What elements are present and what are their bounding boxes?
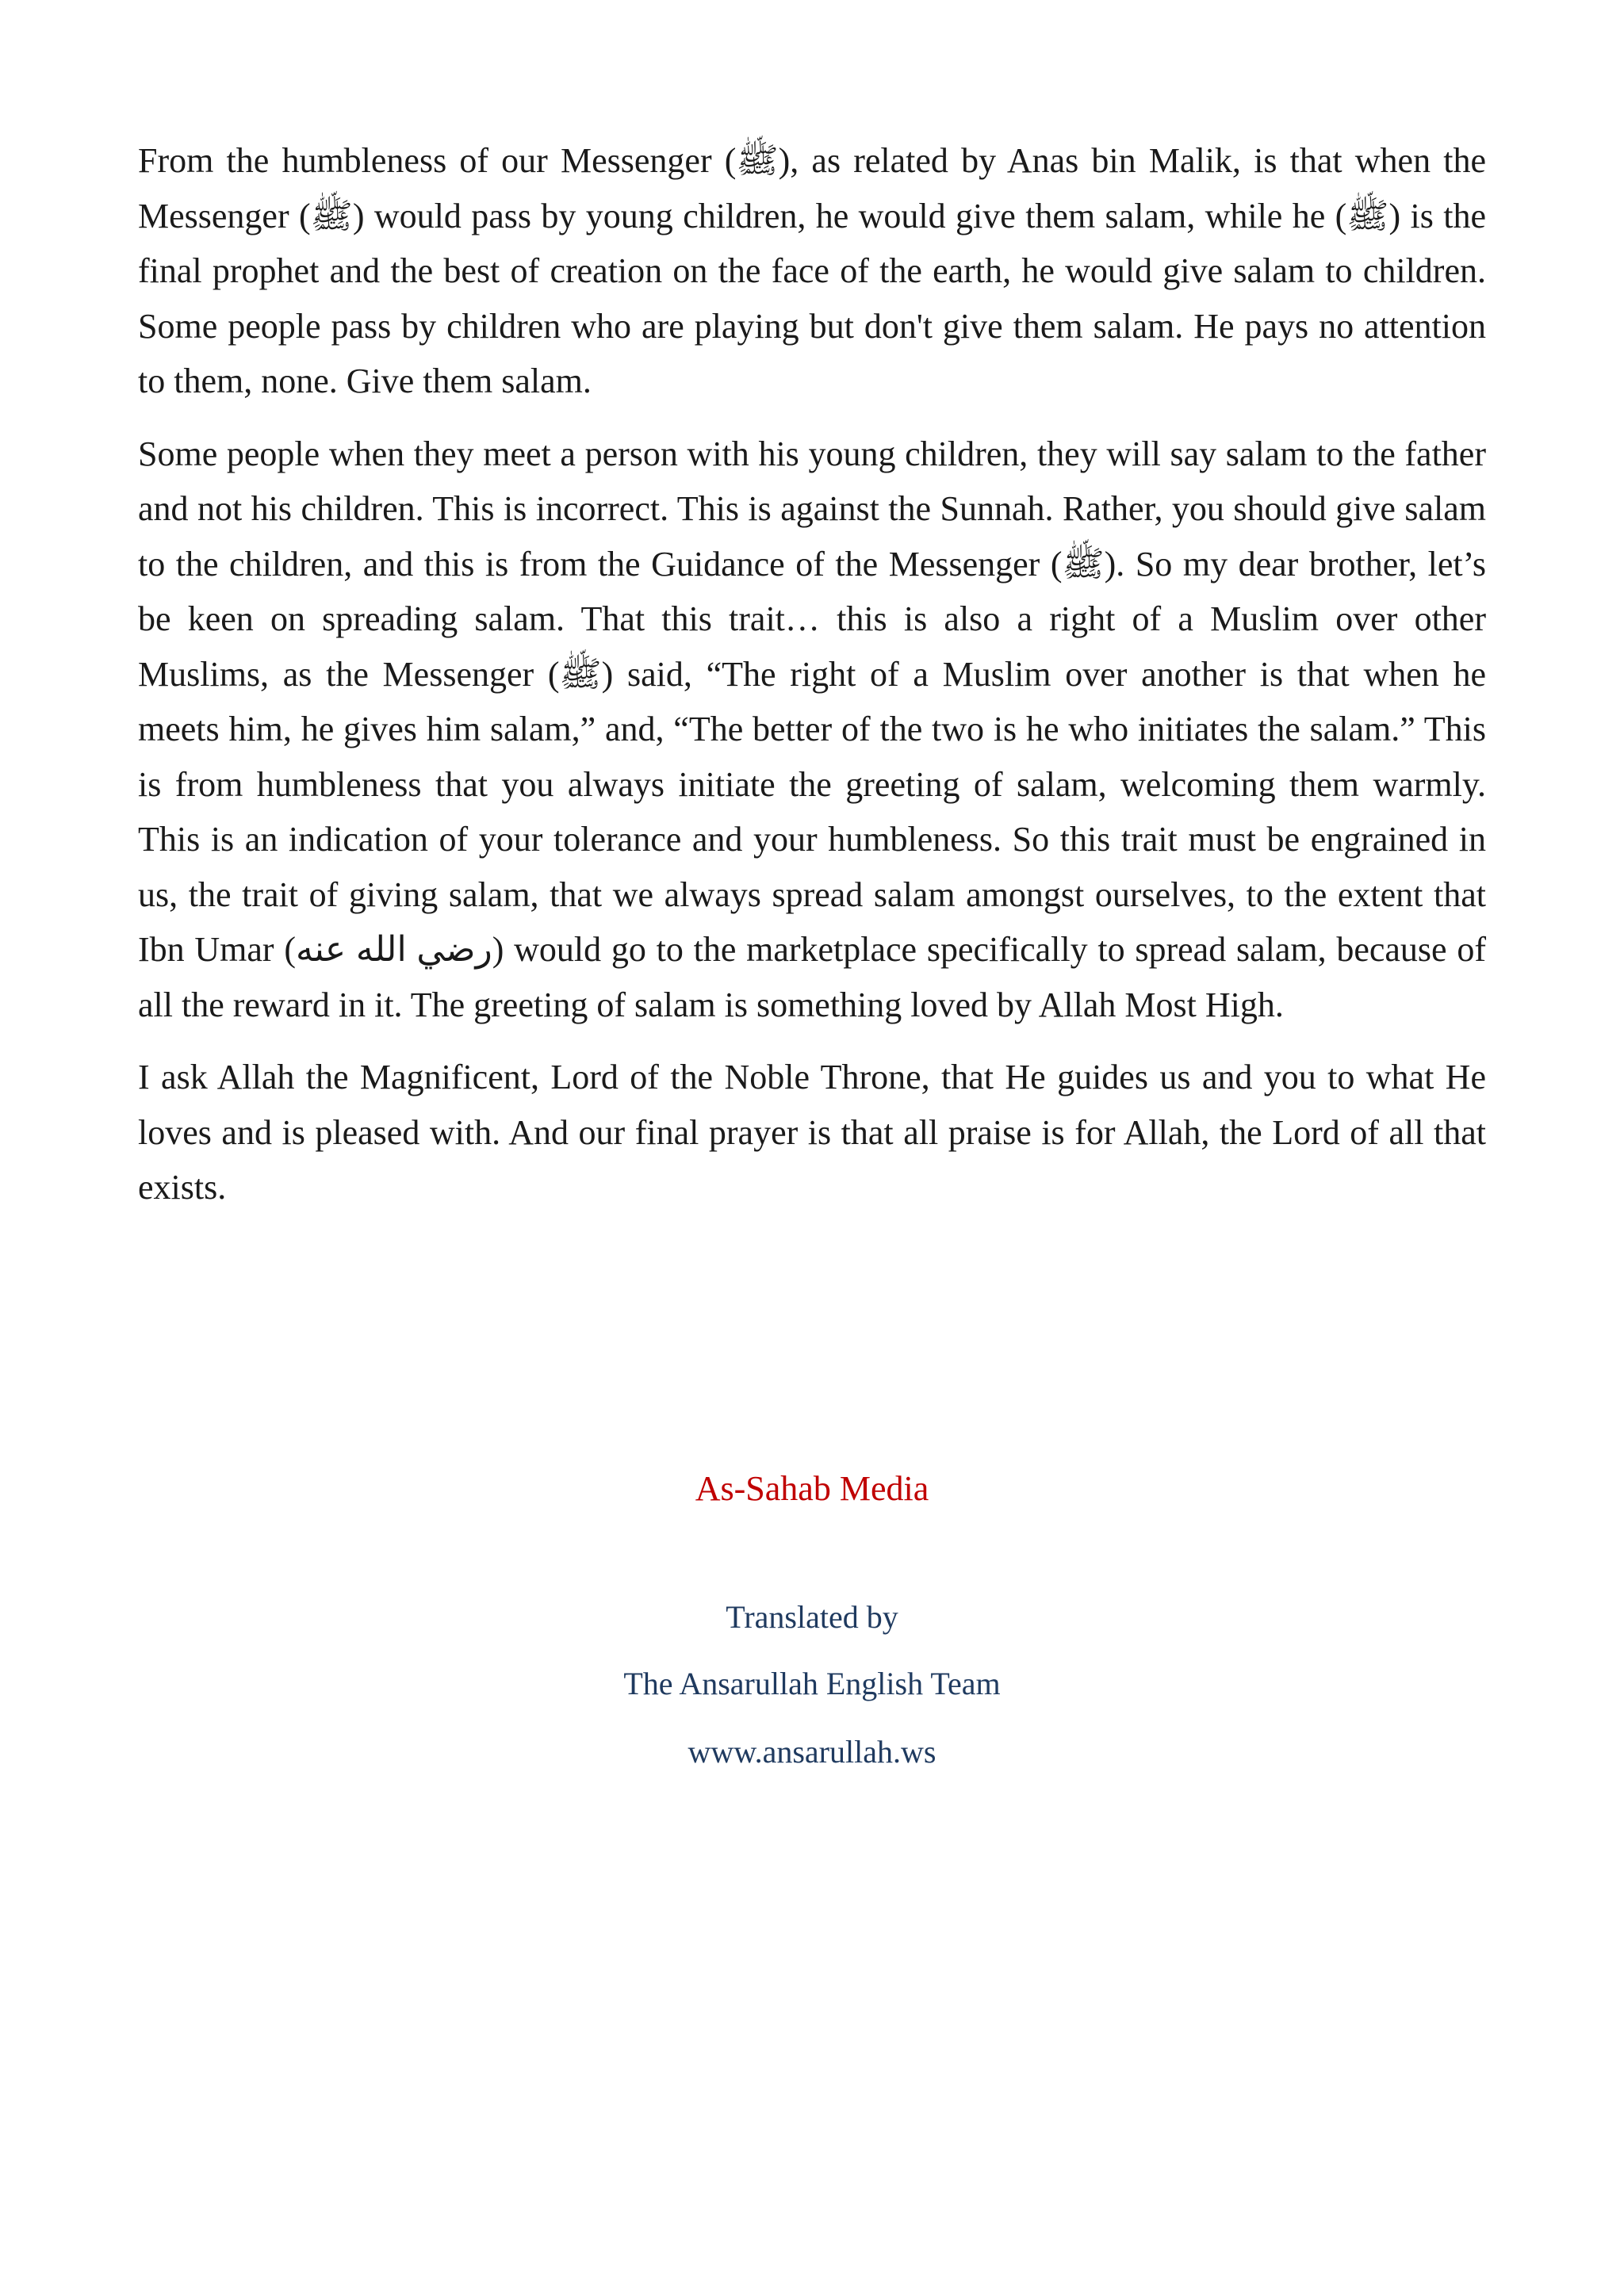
translated-by-label: Translated by: [726, 1599, 898, 1635]
publisher-name: As-Sahab Media: [695, 1469, 929, 1508]
paragraph-salam-children: Some people when they meet a person with his young children, they will say salam to the father and not his children. This is incorrect. This is against the Sunnah. Rather, you should give salam to the children, and this is from the Guidance of the Messenger (ﷺ). So my dear brother, let’s be keen on spreading salam. That this trait… this is also a right of a Muslim over other Muslims, as the Messenger (ﷺ) said, “The right of a Muslim over another is that when he meets him, he gives him salam,” and, “The better of the two is he who initiates the salam.” This is from humbleness that you always initiate the greeting of salam, welcoming them warmly. This is an indication of your tolerance and your humbleness. So this trait must be engrained in us, the trait of giving salam, that we always spread salam amongst ourselves, to the extent that Ibn Umar (رضي الله عنه) would go to the marketplace specifically to spread salam, because of all the reward in it. The greeting of salam is something loved by Allah Most High.: [138, 434, 1486, 1024]
paragraph-humbleness: From the humbleness of our Messenger (ﷺ), as related by Anas bin Malik, is that when the Messenger (ﷺ) would pass by young children, he would give them salam, while he (ﷺ) is the final prophet and the best of creation on the face of the earth, he would give salam to children. Some people pass by children who are playing but don't give them salam. He pays no attention to them, none. Give them salam.: [138, 141, 1486, 400]
translator-team: The Ansarullah English Team: [623, 1666, 1001, 1701]
website-url: www.ansarullah.ws: [688, 1734, 936, 1770]
paragraph-closing-prayer: I ask Allah the Magnificent, Lord of the Noble Throne, that He guides us and you to what He loves and is pleased with. And our final prayer is that all praise is for Allah, the Lord of all that exists.: [138, 1058, 1486, 1207]
body-text: [138, 133, 1486, 1233]
